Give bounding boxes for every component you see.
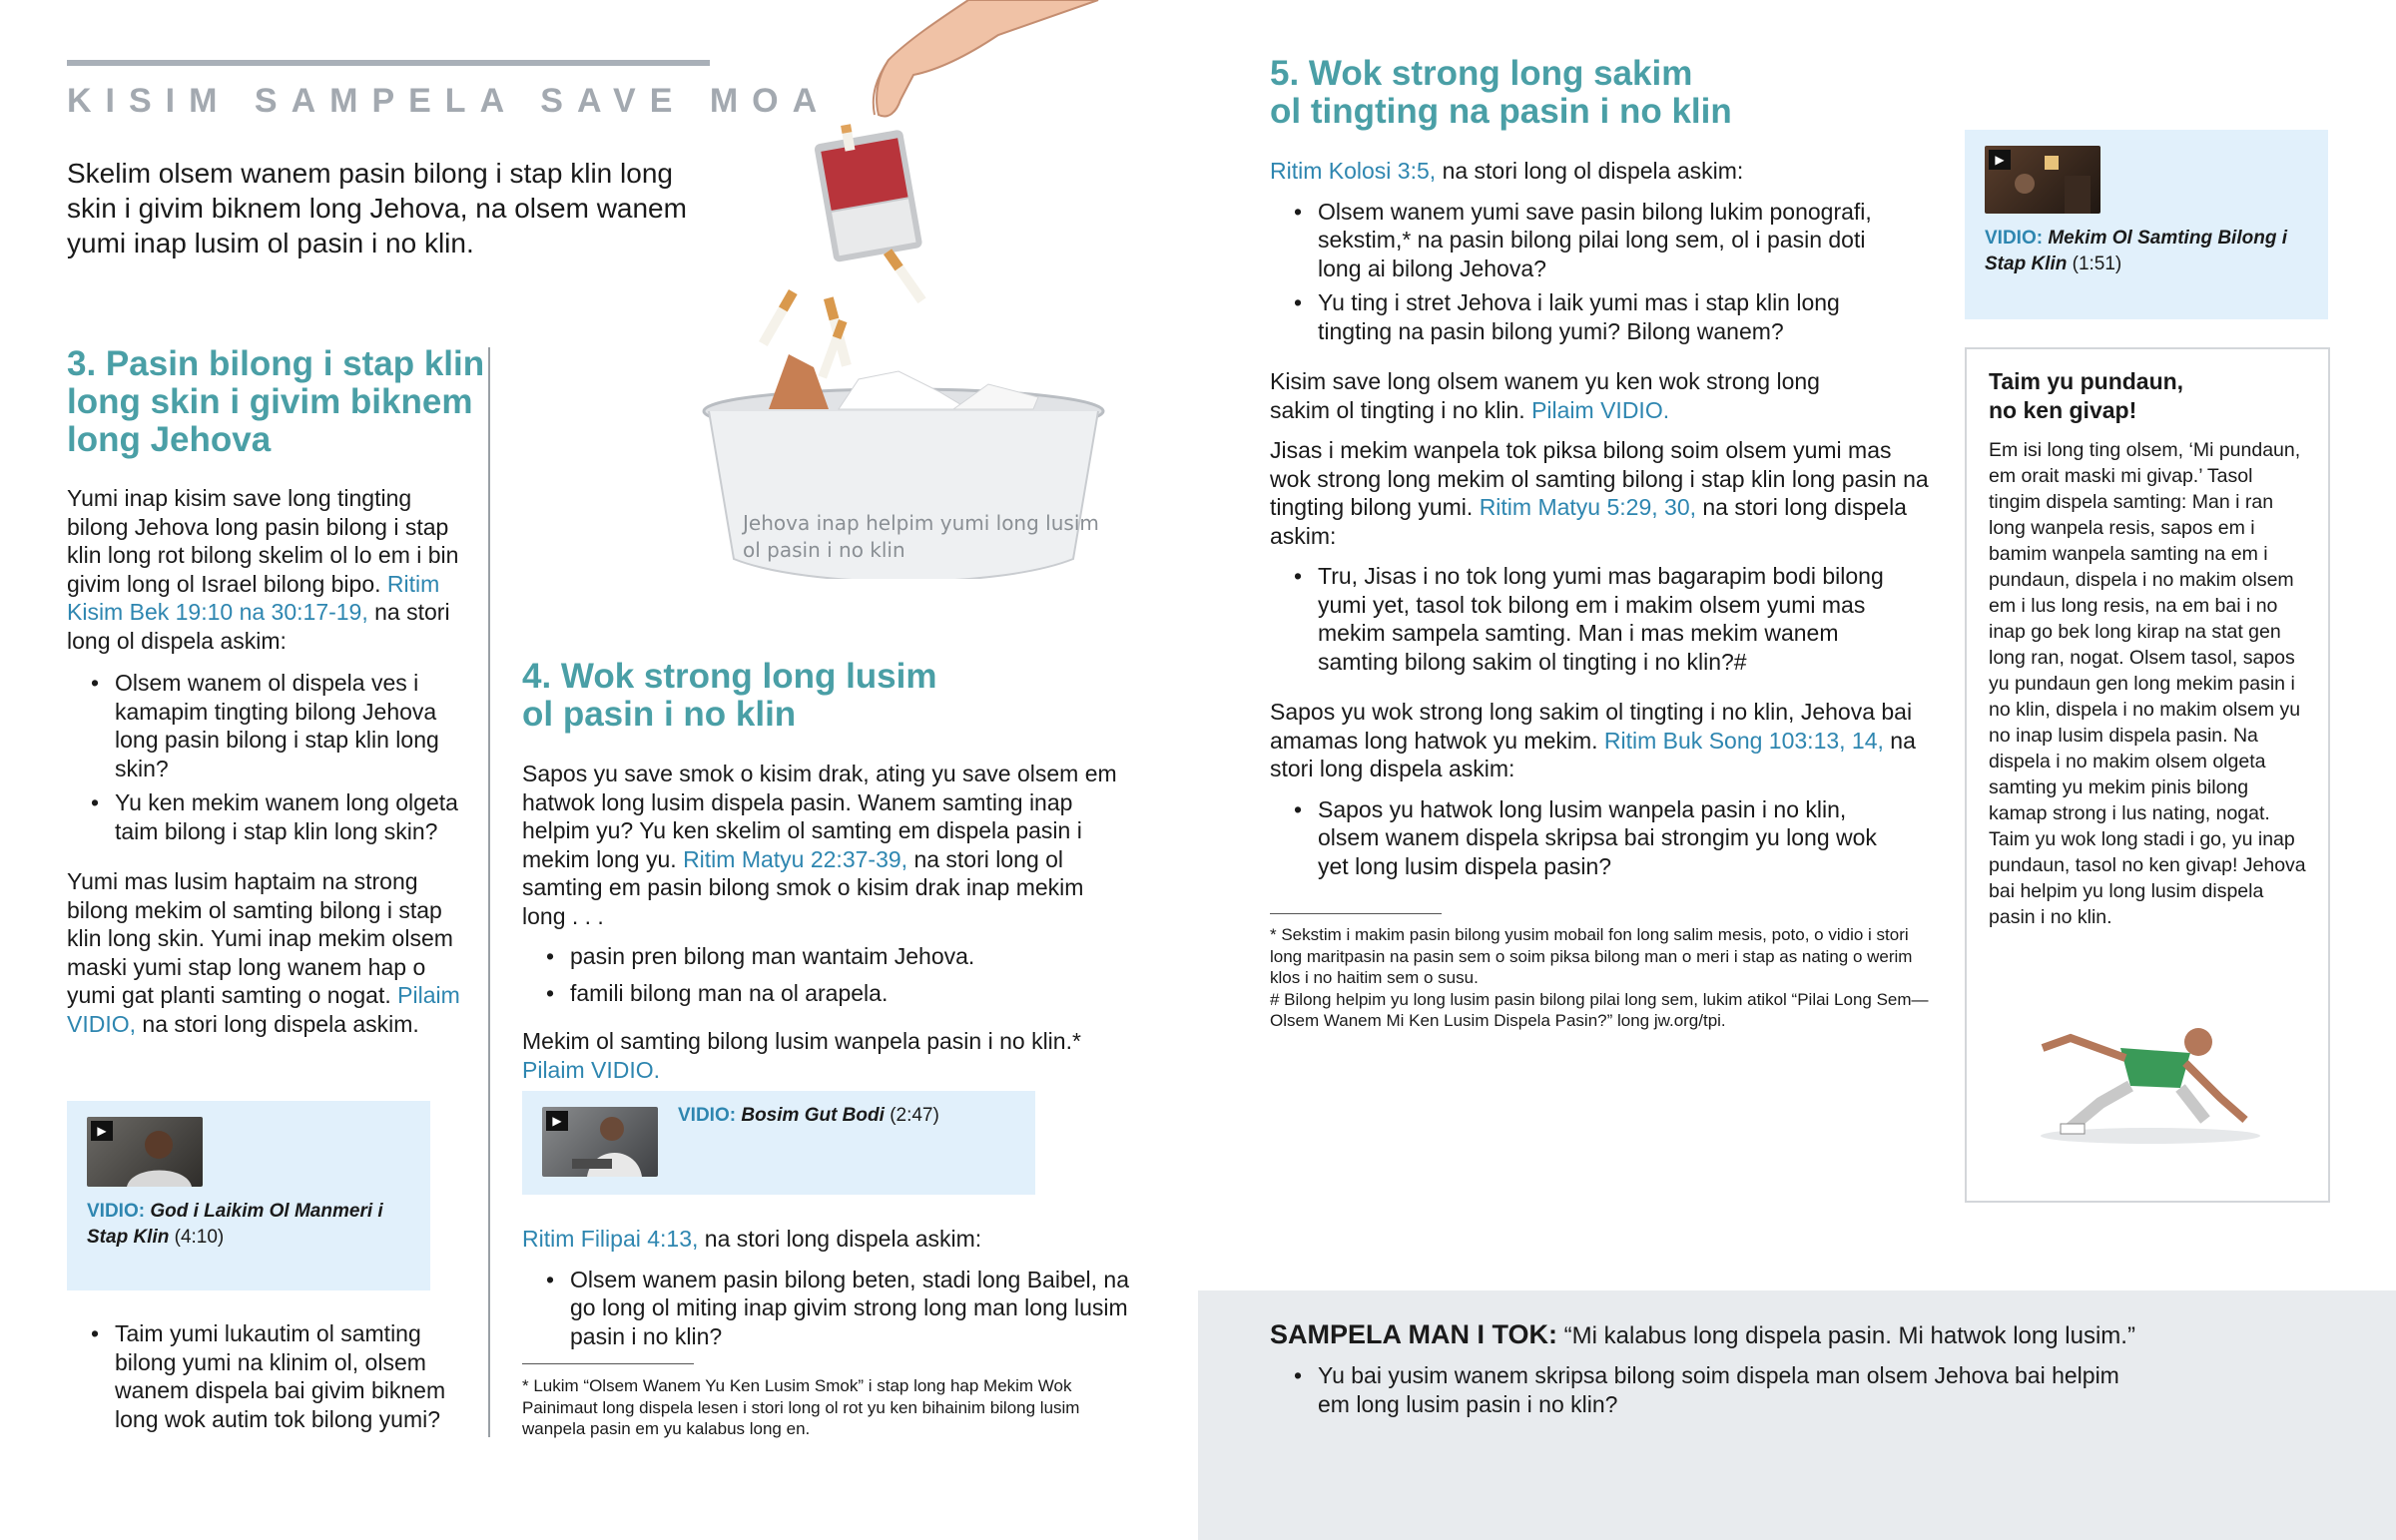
scripture-link[interactable]: Ritim Kolosi 3:5, [1270, 158, 1437, 184]
effect-item: • pasin pren bilong man wantaim Jehova. [522, 942, 1131, 971]
quote-label: SAMPELA MAN I TOK: [1270, 1319, 1557, 1349]
question-item: • Sapos yu hatwok long lusim wanpela pasin i no klin, olsem wanem dispela skripsa bai strongim yu long wok yet long lusim dispela pasin? [1270, 795, 1909, 881]
video-card-clean-life[interactable] [1965, 130, 2328, 319]
column-divider [488, 347, 490, 1437]
section-kicker: KISIM SAMPELA SAVE MOA [67, 82, 832, 120]
section3-title: 3. Pasin bilong i stap klin long skin i givim biknem long Jehova [67, 344, 485, 459]
question-item: • Olsem wanem yumi save pasin bilong lukim ponografi, sekstim,* na pasin bilong pilai long sem, ol i pasin doti long ai bilong Jehova? [1270, 198, 1909, 283]
caption-line: ol pasin i no klin [743, 538, 905, 562]
question-item: • Olsem wanem pasin bilong beten, stadi long Baibel, na go long ol miting inap givim strong long man long lusim pasin i no klin? [522, 1266, 1131, 1351]
video-label [678, 1103, 1017, 1129]
section5-intro [1270, 157, 1933, 186]
question-list [67, 669, 466, 845]
paragraph-text: Yumi inap kisim save long tingting bilong Jehova long pasin bilong i stap klin long rot bilong skelim ol lo em i bin givim long ol Israel bilong bipo. [67, 485, 459, 597]
video-label [87, 1199, 406, 1251]
title-line: Taim yu pundaun, [1989, 368, 2184, 394]
paragraph-text: Yumi mas lusim haptaim na strong bilong mekim ol samting bilong i stap klin long skin. Yumi inap mekim olsem maski yumi stap long wanem hap o yumi gat planti samting o nogat. [67, 868, 453, 1008]
section4-paragraph-3 [522, 1225, 1131, 1254]
section5-paragraph-2 [1270, 367, 1879, 424]
question-item: • Yu bai yusim wanem skripsa bilong soim dispela man olsem Jehova bai helpim em long lusim pasin i no klin? [1270, 1361, 2148, 1418]
question-item: • Yu ting i stret Jehova i laik yumi mas i stap klin long tingting na pasin bilong yumi? Bilong wanem? [1270, 288, 1909, 345]
paragraph-text: na stori long ol dispela askim: [67, 599, 450, 654]
play-icon: ▶ [1989, 150, 2011, 170]
paragraph-text: Jisas i mekim wanpela tok piksa bilong soim olsem yumi mas wok strong long mekim ol samting bilong i stap klin long pasin na tingting bilong yumi. [1270, 437, 1929, 520]
question-list [1270, 795, 1909, 881]
trash-illustration [639, 0, 1108, 579]
runner-falling-icon [2031, 1008, 2260, 1148]
title-line: ol tingting na pasin i no klin [1270, 92, 1732, 131]
section5-title [1270, 55, 1909, 131]
scripture-link[interactable]: Ritim Kisim Bek 19:10 na 30:17-19, [67, 570, 440, 625]
section5-content [1270, 157, 1933, 880]
title-line: 4. Wok strong long lusim [522, 657, 937, 696]
video-title[interactable]: Mekim Ol Samting Bilong i Stap Klin [1985, 228, 2287, 274]
header-rule [67, 60, 710, 66]
video-thumbnail[interactable] [87, 1117, 203, 1187]
section4-paragraph [522, 760, 1131, 930]
footnote-rule [522, 1363, 694, 1364]
footnote: * Lukim “Olsem Wanem Yu Ken Lusim Smok” i stap long hap Mekim Wok Painimaut long dispela lesen i stori long ol rot yu ken bihainim bilong lusim wanpela pasin em yu kalabus long en. [522, 1376, 1080, 1438]
section5-paragraph-4 [1270, 698, 1933, 783]
section4-content [522, 760, 1131, 1084]
hand-cigarettes-bin-icon [639, 0, 1108, 579]
video-thumbnail[interactable] [542, 1107, 658, 1177]
footnote: * Sekstim i makim pasin bilong yusim mobail fon long salim mesis, poto, o vidio i stori long maritpasin na pasin sem o soim piksa bilong man o meri i stap as nating o werim klos i no haitim sem o susu. [1270, 925, 1913, 987]
section4-paragraph-2 [522, 1027, 1131, 1084]
section4-content-2 [522, 1225, 1131, 1350]
section4-title [522, 658, 1021, 734]
title-line: no ken givap! [1989, 397, 2137, 423]
question-list [67, 1319, 466, 1433]
play-icon: ▶ [91, 1121, 113, 1141]
man-portrait-icon [87, 1117, 203, 1187]
question-item: • Taim yumi lukautim ol samting bilong yumi na klinim ol, olsem wanem dispela bai givim biknem long wok autim tok bilong yumi? [67, 1319, 466, 1433]
question-item: • Yu ken mekim wanem long olgeta taim bilong i stap klin long skin? [67, 788, 466, 845]
sampela-quote [1270, 1319, 2348, 1351]
video-card-cleanliness[interactable] [67, 1101, 430, 1290]
intro-text: Skelim olsem wanem pasin bilong i stap klin long skin i givim biknem long Jehova, na olsem wanem yumi inap lusim ol pasin i no klin. [67, 158, 687, 258]
title-line: ol pasin i no klin [522, 695, 797, 734]
footnote-rule [1270, 913, 1442, 914]
box-title [1989, 367, 2308, 425]
play-video-link[interactable]: Pilaim VIDIO, [67, 982, 460, 1037]
play-video-link[interactable]: Pilaim VIDIO. [522, 1056, 661, 1083]
play-icon: ▶ [546, 1111, 568, 1131]
title-line: 5. Wok strong long sakim [1270, 54, 1693, 93]
scripture-link[interactable]: Ritim Buk Song 103:13, 14, [1603, 727, 1884, 754]
play-video-link[interactable]: Pilaim VIDIO. [1531, 396, 1670, 423]
scripture-link[interactable]: Ritim Matyu 5:29, 30, [1479, 494, 1696, 520]
illustration-caption [743, 510, 1122, 564]
paragraph-text: na stori long ol samting em pasin bilong smok o kisim drak inap mekim long . . . [522, 845, 1084, 929]
footnotes [1270, 924, 1929, 1032]
section3-content [67, 484, 466, 1038]
video-tag: VIDIO: [678, 1105, 737, 1126]
video-title[interactable]: Bosim Gut Bodi [741, 1105, 885, 1126]
question-list [1270, 198, 1909, 346]
paragraph-text: na stori long dispela askim: [1270, 494, 1907, 549]
paragraph-text: Sapos yu wok strong long sakim ol tingting i no klin, Jehova bai amamas long hatwok yu mekim. [1270, 699, 1913, 754]
room-scene-icon [1985, 146, 2100, 214]
video-card-body[interactable] [522, 1091, 1035, 1195]
man-reading-icon [542, 1107, 658, 1177]
video-duration: (2:47) [890, 1105, 939, 1126]
encouragement-box [1965, 347, 2330, 1203]
effects-list [522, 942, 1131, 1007]
video-duration: (4:10) [174, 1227, 225, 1248]
caption-line: Jehova inap helpim yumi long lusim [743, 511, 1099, 535]
section3-paragraph-2 [67, 867, 466, 1038]
question-list [1270, 562, 1909, 676]
section5-paragraph-3 [1270, 436, 1933, 550]
question-item: • Tru, Jisas i no tok long yumi mas bagarapim bodi bilong yumi yet, tasol tok bilong em i makim olsem yumi mas mekim sampela samting. Man i mas mekim wanem samting bilong sakim ol tingting i no klin?# [1270, 562, 1909, 676]
box-text: Em isi long ting olsem, ‘Mi pundaun, em orait maski mi givap.’ Tasol tingim dispela samting: Man i ran long wanpela resis, sapos em i bamim wanpela samting na em i pundaun, dispela i no makim olsem em i lus long resis, na em bai i no inap go bek long kirap na stat gen long ran, nogat. Olsem tasol, sapos yu pundaun gen long mekim pasin i no klin, dispela i no makim olsem yu no inap lusim dispela pasin. Na dispela i no makim olsem olgeta samting yu mekim pinis bilong kamap strong i lus nating, nogat. Taim yu wok long stadi i go, yu inap pundaun, tasol no ken givap! Jehova bai helpim yu long lusim dispela pasin i no klin. [1989, 439, 2306, 928]
video-tag: VIDIO: [1985, 228, 2044, 249]
section3-paragraph [67, 484, 466, 655]
paragraph-text: Kisim save long olsem wanem yu ken wok strong long sakim ol tingting i no klin. [1270, 368, 1820, 423]
video-title[interactable]: God i Laikim Ol Manmeri i Stap Klin [87, 1201, 383, 1248]
scripture-link[interactable]: Ritim Filipai 4:13, [522, 1226, 699, 1252]
effect-item: • famili bilong man na ol arapela. [522, 979, 1131, 1008]
question-list [1270, 1361, 2148, 1418]
paragraph-text: na stori long ol dispela askim: [1442, 158, 1744, 184]
video-thumbnail[interactable] [1985, 146, 2100, 214]
paragraph-text: Mekim ol samting bilong lusim wanpela pasin i no klin.* [522, 1028, 1081, 1054]
scripture-link[interactable]: Ritim Matyu 22:37-39, [683, 845, 908, 872]
video-duration: (1:51) [2072, 254, 2122, 274]
question-list [522, 1266, 1131, 1351]
paragraph-text: na stori long dispela askim: [1270, 727, 1916, 781]
paragraph-text: Sapos yu save smok o kisim drak, ating yu save olsem em hatwok long lusim dispela pasin. Wanem samting inap helpim yu? Yu ken skelim ol samting em dispela pasin i mekim long yu. [522, 761, 1117, 872]
video-label [1985, 226, 2304, 277]
paragraph-text: na stori long dispela askim: [704, 1226, 982, 1252]
question-item: • Olsem wanem ol dispela ves i kamapim tingting bilong Jehova long pasin bilong i stap klin long skin? [67, 669, 466, 782]
video-tag: VIDIO: [87, 1201, 146, 1222]
footnote: # Bilong helpim yu long lusim pasin bilong pilai long sem, lukim atikol “Pilai Long Sem—Olsem Wanem Mi Ken Lusim Dispela Pasin?” long jw.org/tpi. [1270, 989, 1929, 1030]
quote-text: “Mi kalabus long dispela pasin. Mi hatwok long lusim.” [1563, 1322, 2135, 1349]
paragraph-text: na stori long dispela askim. [142, 1010, 419, 1037]
